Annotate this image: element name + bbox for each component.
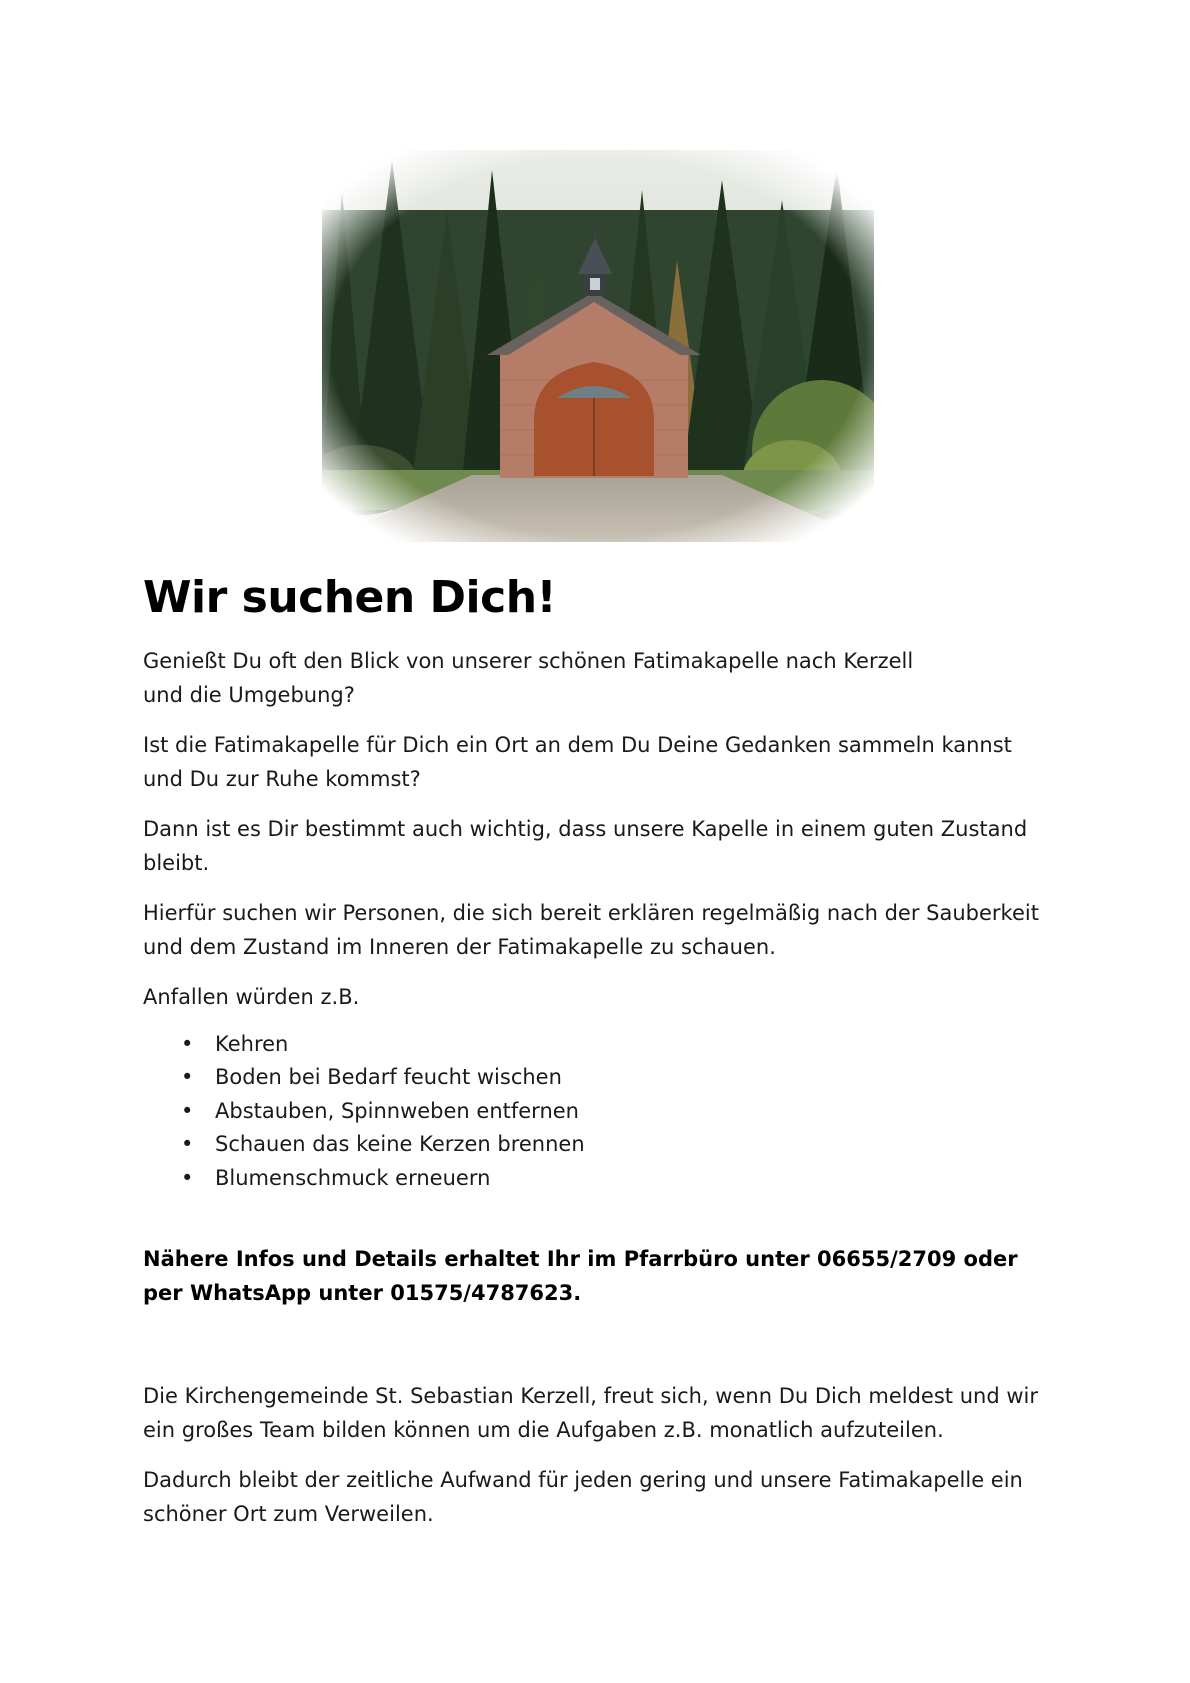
text-line: Genießt Du oft den Blick von unserer schönen Fatimakapelle nach Kerzell — [143, 649, 914, 673]
list-item — [181, 1028, 1073, 1062]
chapel-photo — [322, 150, 874, 542]
bullet-icon: • — [181, 1031, 194, 1056]
list-item — [181, 1162, 1073, 1196]
bullet-icon: • — [181, 1132, 194, 1156]
text-line: schöner Ort zum Verweilen. — [143, 1501, 434, 1526]
list-item-text: Boden bei Bedarf feucht wischen — [215, 1065, 562, 1089]
text-line: bleibt. — [143, 850, 210, 875]
text-line: und die Umgebung? — [143, 682, 355, 707]
headline: Wir suchen Dich! — [143, 572, 557, 623]
text-line: und dem Zustand im Inneren der Fatimakapelle zu schauen. — [143, 934, 776, 959]
text-line: per WhatsApp unter 01575/4787623. — [143, 1280, 582, 1305]
text-line: Dadurch bleibt der zeitliche Aufwand für jeden gering und unsere Fatimakapelle ein — [143, 1468, 1023, 1492]
list-item — [181, 1128, 1073, 1162]
bullet-icon: • — [181, 1065, 194, 1089]
paragraph-closing — [143, 1464, 1073, 1531]
paragraph-intro — [143, 645, 1073, 712]
paragraph-request — [143, 897, 1073, 964]
text-line: Nähere Infos und Details erhaltet Ihr im Pfarrbüro unter 06655/2709 oder — [143, 1247, 1018, 1271]
paragraph-tasks-intro — [143, 981, 1073, 1015]
bullet-icon: • — [181, 1165, 194, 1190]
paragraph-condition — [143, 813, 1073, 880]
paragraph-question — [143, 729, 1073, 796]
list-item-text: Schauen das keine Kerzen brennen — [215, 1132, 585, 1156]
contact-info — [143, 1243, 1073, 1310]
text-line: Ist die Fatimakapelle für Dich ein Ort an dem Du Deine Gedanken sammeln kannst — [143, 733, 1012, 757]
text-line: Die Kirchengemeinde St. Sebastian Kerzell, freut sich, wenn Du Dich meldest und wir — [143, 1384, 1038, 1408]
list-item-text: Blumenschmuck erneuern — [215, 1165, 491, 1190]
paragraph-community — [143, 1380, 1073, 1447]
list-item-text: Kehren — [215, 1031, 289, 1056]
document-body — [143, 565, 1073, 1531]
text-line: und Du zur Ruhe kommst? — [143, 766, 421, 791]
task-list — [143, 1028, 1073, 1196]
text-line: Anfallen würden z.B. — [143, 985, 360, 1009]
bullet-icon: • — [181, 1098, 194, 1123]
list-item-text: Abstauben, Spinnweben entfernen — [215, 1098, 579, 1123]
list-item — [181, 1061, 1073, 1095]
text-line: Hierfür suchen wir Personen, die sich bereit erklären regelmäßig nach der Sauberkeit — [143, 901, 1039, 925]
text-line: Dann ist es Dir bestimmt auch wichtig, dass unsere Kapelle in einem guten Zustand — [143, 817, 1028, 841]
list-item — [181, 1095, 1073, 1129]
text-line: ein großes Team bilden können um die Aufgaben z.B. monatlich aufzuteilen. — [143, 1417, 944, 1442]
